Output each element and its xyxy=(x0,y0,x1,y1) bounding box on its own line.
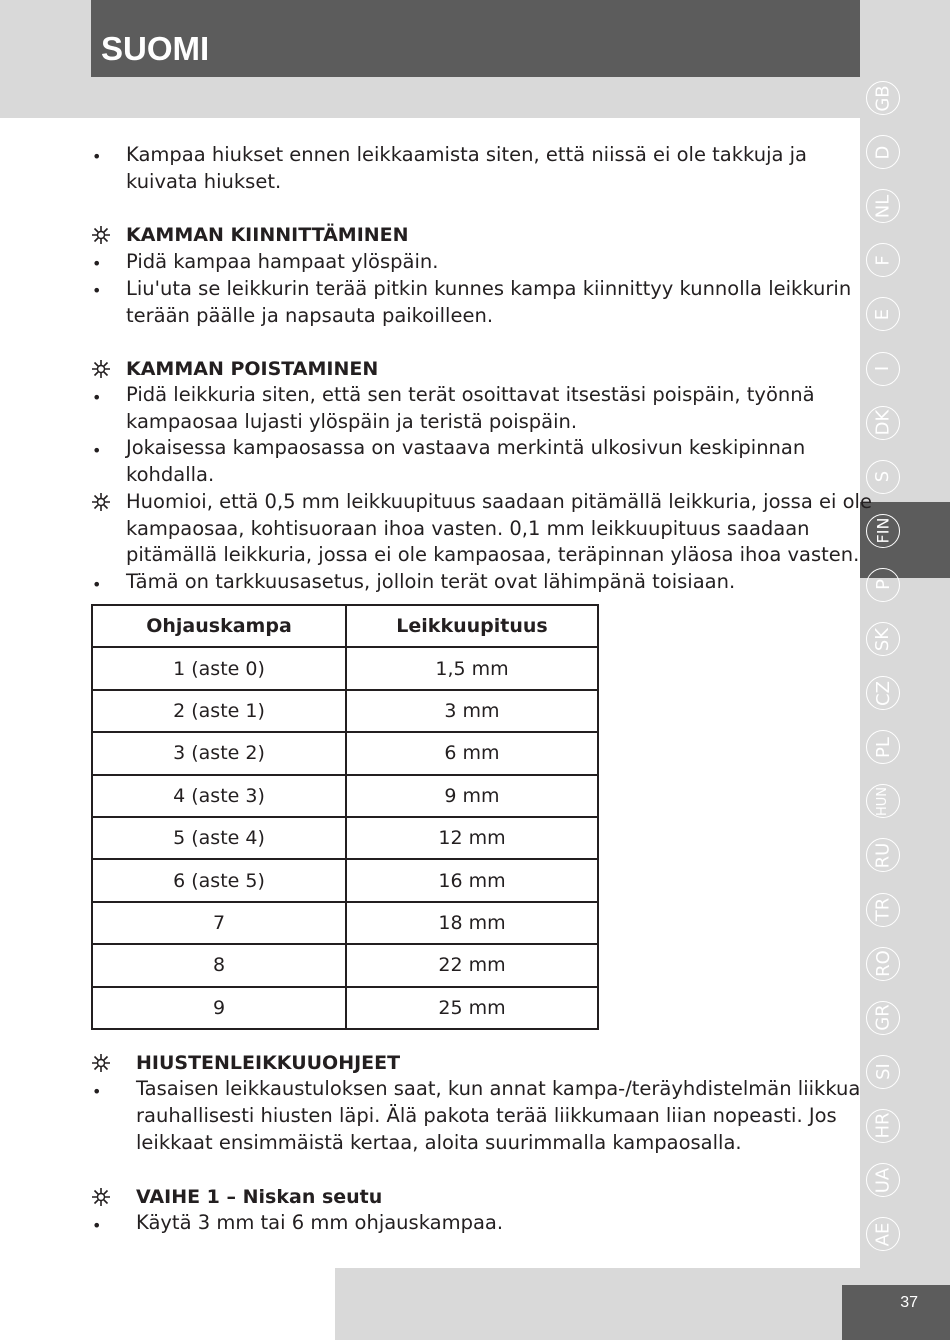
language-tab-label: FIN xyxy=(873,517,893,544)
language-tab-label: NL xyxy=(872,194,894,218)
step1-item-1: Käytä 3 mm tai 6 mm ohjauskampaa. xyxy=(136,1211,504,1234)
section-heading-attach: KAMMAN KIINNITTÄMINEN xyxy=(126,224,409,246)
comb-length-table xyxy=(91,604,599,1030)
attach-item-1: Pidä kampaa hampaat ylöspäin. xyxy=(126,250,439,273)
language-tab-cz[interactable] xyxy=(866,676,900,710)
section-heading-step1: VAIHE 1 – Niskan seutu xyxy=(136,1186,383,1208)
language-tab-label: HUN xyxy=(875,786,891,816)
language-tab-fin[interactable] xyxy=(866,514,900,548)
table-row xyxy=(92,775,598,817)
guide-comb-cell: 2 (aste 1) xyxy=(92,690,346,732)
language-tab-label: GR xyxy=(872,1004,894,1031)
remove-item-1-line-2: kampaosaa lujasti ylöspäin ja teristä poispäin. xyxy=(126,410,578,433)
language-tab-ua[interactable] xyxy=(866,1163,900,1197)
table-row xyxy=(92,817,598,859)
language-tab-label: F xyxy=(872,255,894,266)
language-tab-label: S xyxy=(872,470,894,483)
language-tab-dk[interactable] xyxy=(866,406,900,440)
language-tab-p[interactable] xyxy=(866,568,900,602)
cutting-length-cell: 22 mm xyxy=(346,944,598,986)
language-tab-gr[interactable] xyxy=(866,1001,900,1035)
table-row xyxy=(92,647,598,689)
language-tab-label: I xyxy=(872,365,894,372)
language-tab-si[interactable] xyxy=(866,1055,900,1089)
title-bar xyxy=(91,0,860,77)
attach-item-2-line-1: Liu'uta se leikkurin terää pitkin kunnes kampa kiinnittyy kunnolla leikkurin xyxy=(126,277,852,300)
language-tab-label: DK xyxy=(872,409,894,436)
table-row xyxy=(92,902,598,944)
guide-item-1-line-3: leikkaat ensimmäistä kertaa, aloita suurimmalla kampaosalla. xyxy=(136,1131,742,1154)
sparkle-icon xyxy=(91,1187,111,1207)
language-tab-ro[interactable] xyxy=(866,947,900,981)
guide-comb-cell: 8 xyxy=(92,944,346,986)
remove-note-line-1: Huomioi, että 0,5 mm leikkuupituus saadaan pitämällä leikkuria, jossa ei ole xyxy=(126,490,872,513)
guide-comb-cell: 9 xyxy=(92,987,346,1029)
bullet: • xyxy=(92,254,102,273)
remove-note-line-2: kampaosaa, kohtisuoraan ihoa vasten. 0,1 mm leikkuupituus saadaan xyxy=(126,517,810,540)
guide-comb-cell: 5 (aste 4) xyxy=(92,817,346,859)
bullet: • xyxy=(92,441,102,460)
bullet: • xyxy=(92,388,102,407)
language-tab-label: SK xyxy=(872,627,894,651)
language-tab-nl[interactable] xyxy=(866,189,900,223)
table-row xyxy=(92,690,598,732)
bullet: • xyxy=(92,147,102,166)
language-tab-label: D xyxy=(872,145,894,160)
remove-item-1-line-1: Pidä leikkuria siten, että sen terät osoittavat itsestäsi poispäin, työnnä xyxy=(126,383,815,406)
language-tab-label: SI xyxy=(872,1063,894,1081)
remove-item-2-line-2: kohdalla. xyxy=(126,463,215,486)
language-tab-pl[interactable] xyxy=(866,730,900,764)
sparkle-icon xyxy=(91,225,111,245)
sparkle-icon xyxy=(91,492,111,512)
cutting-length-cell: 9 mm xyxy=(346,775,598,817)
sparkle-icon xyxy=(91,359,111,379)
language-tab-label: UA xyxy=(872,1167,894,1193)
language-tab-label: PL xyxy=(872,736,894,758)
table-body xyxy=(92,647,598,1029)
language-tab-label: RU xyxy=(872,842,894,869)
section-heading-remove: KAMMAN POISTAMINEN xyxy=(126,358,379,380)
page-number-box xyxy=(842,1285,950,1340)
table-header-cell: Ohjauskampa xyxy=(92,605,346,647)
guide-comb-cell: 1 (aste 0) xyxy=(92,647,346,689)
cutting-length-cell: 18 mm xyxy=(346,902,598,944)
cutting-length-cell: 16 mm xyxy=(346,859,598,901)
section-heading-guide: HIUSTENLEIKKUUOHJEET xyxy=(136,1052,401,1074)
bullet: • xyxy=(92,1216,102,1235)
cutting-length-cell: 6 mm xyxy=(346,732,598,774)
guide-comb-cell: 6 (aste 5) xyxy=(92,859,346,901)
guide-comb-cell: 7 xyxy=(92,902,346,944)
table-row xyxy=(92,732,598,774)
guide-item-1-line-1: Tasaisen leikkaustuloksen saat, kun annat kampa-/teräyhdistelmän liikkua xyxy=(136,1077,861,1100)
language-tab-label: HR xyxy=(872,1112,894,1139)
remove-item-3: Tämä on tarkkuusasetus, jolloin terät ovat lähimpänä toisiaan. xyxy=(126,570,736,593)
table-row xyxy=(92,987,598,1029)
page-number: 37 xyxy=(900,1294,918,1311)
language-tab-sk[interactable] xyxy=(866,622,900,656)
remove-item-2-line-1: Jokaisessa kampaosassa on vastaava merkintä ulkosivun keskipinnan xyxy=(126,436,806,459)
intro-line-1: Kampaa hiukset ennen leikkaamista siten, että niissä ei ole takkuja ja xyxy=(126,143,808,166)
language-tab-label: TR xyxy=(872,897,894,922)
table-header-cell: Leikkuupituus xyxy=(346,605,598,647)
language-tab-ae[interactable] xyxy=(866,1217,900,1251)
language-tab-d[interactable] xyxy=(866,135,900,169)
bullet: • xyxy=(92,281,102,300)
bullet: • xyxy=(92,575,102,594)
language-tab-label: P xyxy=(872,579,894,591)
table-row xyxy=(92,944,598,986)
language-tab-gb[interactable] xyxy=(866,81,900,115)
cutting-length-cell: 3 mm xyxy=(346,690,598,732)
language-tab-label: E xyxy=(872,308,894,321)
guide-comb-cell: 3 (aste 2) xyxy=(92,732,346,774)
remove-note-line-3: pitämällä leikkuria, jossa ei ole kampaosaa, teräpinnan yläosa ihoa vasten. xyxy=(126,543,860,566)
page-title: SUOMI xyxy=(101,30,210,67)
language-tab-hr[interactable] xyxy=(866,1109,900,1143)
table-header-row xyxy=(92,605,598,647)
language-tab-tr[interactable] xyxy=(866,893,900,927)
intro-line-2: kuivata hiukset. xyxy=(126,170,282,193)
language-tab-label: GB xyxy=(872,84,894,112)
sparkle-icon xyxy=(91,1053,111,1073)
language-tab-label: CZ xyxy=(872,680,894,706)
guide-comb-cell: 4 (aste 3) xyxy=(92,775,346,817)
language-tab-i[interactable] xyxy=(866,352,900,386)
table-row xyxy=(92,859,598,901)
bullet: • xyxy=(92,1082,102,1101)
language-tab-label: RO xyxy=(872,950,894,977)
cutting-length-cell: 25 mm xyxy=(346,987,598,1029)
cutting-length-cell: 12 mm xyxy=(346,817,598,859)
language-tab-label: AE xyxy=(872,1222,894,1246)
cutting-length-cell: 1,5 mm xyxy=(346,647,598,689)
attach-item-2-line-2: terään päälle ja napsauta paikoilleen. xyxy=(126,304,494,327)
guide-item-1-line-2: rauhallisesti hiusten läpi. Älä pakota terää liikkumaan liian nopeasti. Jos xyxy=(136,1104,837,1127)
